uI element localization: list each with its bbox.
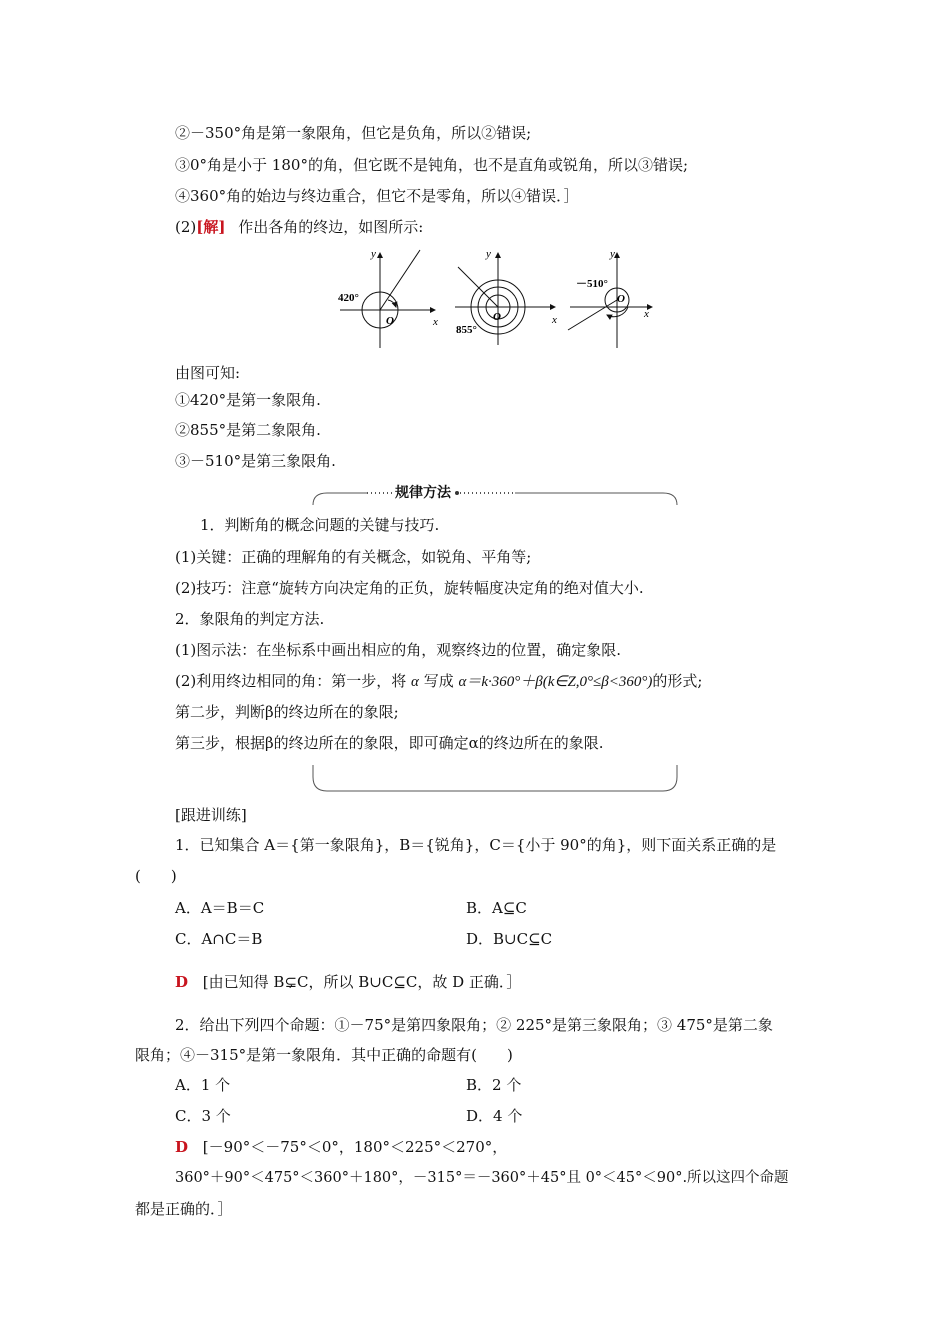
text-line: ②855°是第二象限角.	[175, 421, 321, 439]
question-stem: 1．已知集合 A＝{第一象限角}，B＝{锐角}，C＝{小于 90°的角}，则下面关系正确的是	[175, 836, 777, 854]
answer-explanation: 360°＋90°＜475°＜360°＋180°，－315°＝－360°＋45°且 0°＜45°＜90°.所以这四个命题	[175, 1170, 789, 1186]
text-line: 2．象限角的判定方法.	[175, 610, 325, 628]
part-label: (2)	[175, 218, 197, 236]
option-b: B．2 个	[466, 1076, 522, 1094]
answer-line	[175, 972, 521, 992]
text-line: 第三步，根据β的终边所在的象限，即可确定α的终边所在的象限.	[175, 734, 604, 752]
math-fragment: α＝k·360°＋β(k∈Z,0°≤β<360°)	[458, 674, 653, 690]
section-heading: [跟进训练]	[175, 806, 247, 824]
origin-label: O	[617, 293, 625, 305]
answer-explanation: [由已知得 B⊊C，所以 B∪C⊆C，故 D 正确．］	[202, 973, 522, 991]
answer-paren: ( )	[135, 867, 177, 885]
option-d: D．4 个	[466, 1107, 523, 1125]
angle-label-855: 855°	[456, 324, 477, 336]
angle-label-420: 420°	[338, 292, 359, 304]
question-stem: 2．给出下列四个命题：①－75°是第四象限角；② 225°是第三象限角；③ 475°是第二象	[175, 1016, 773, 1034]
answer-explanation: 都是正确的．］	[135, 1200, 233, 1218]
text-line: (1)图示法：在坐标系中画出相应的角，观察终边的位置，确定象限.	[175, 641, 622, 659]
text-line: ③－510°是第三象限角.	[175, 452, 336, 470]
origin-label: O	[493, 311, 501, 323]
answer-line	[175, 1137, 507, 1157]
x-axis-label: x	[644, 308, 649, 320]
diagram-minus-510	[568, 253, 652, 348]
solution-tag: [解]	[196, 218, 226, 236]
text-line: 由图可知:	[175, 364, 241, 382]
text-line: (2)技巧：注意“旋转方向决定角的正负，旋转幅度决定角的绝对值大小.	[175, 579, 644, 597]
angle-figure	[330, 245, 660, 355]
text-fragment: (2)利用终边相同的角：第一步，将	[175, 672, 407, 690]
text-line: ②－350°角是第一象限角，但它是负角，所以②错误;	[175, 124, 532, 142]
option-b: B．A⊆C	[466, 899, 527, 917]
option-d: D．B∪C⊆C	[466, 930, 553, 948]
y-axis-label: y	[610, 248, 615, 260]
method-box-title: 规律方法	[395, 485, 451, 501]
option-c: C．A∩C＝B	[175, 930, 263, 948]
answer-letter: D	[175, 1138, 189, 1156]
math-fragment: α	[411, 674, 419, 690]
text-fragment: 的形式;	[652, 672, 703, 690]
origin-label: O	[386, 315, 394, 327]
text-line: 1．判断角的概念问题的关键与技巧.	[200, 516, 440, 534]
y-axis-label: y	[371, 248, 376, 260]
text-line: ④360°角的始边与终边重合，但它不是零角，所以④错误．］	[175, 187, 579, 205]
option-c: C．3 个	[175, 1107, 231, 1125]
question-stem: 限角；④－315°是第一象限角．其中正确的命题有( )	[135, 1046, 513, 1064]
x-axis-label: x	[552, 314, 557, 326]
option-a: A．1 个	[175, 1076, 231, 1094]
solution-text: 作出各角的终边，如图所示:	[238, 218, 424, 236]
answer-letter: D	[175, 973, 189, 991]
text-line: ①420°是第一象限角.	[175, 391, 321, 409]
text-line	[175, 671, 702, 692]
text-line: ③0°角是小于 180°的角，但它既不是钝角，也不是直角或锐角，所以③错误;	[175, 156, 688, 174]
text-line: (1)关键：正确的理解角的有关概念，如锐角、平角等;	[175, 548, 532, 566]
x-axis-label: x	[433, 316, 438, 328]
angle-label-minus-510: －510°	[576, 278, 608, 290]
text-line: 第二步，判断β的终边所在的象限;	[175, 703, 399, 721]
option-a: A．A＝B＝C	[175, 899, 265, 917]
answer-explanation: [－90°＜－75°＜0°，180°＜225°＜270°，	[202, 1138, 508, 1156]
y-axis-label: y	[486, 248, 491, 260]
solution-line	[175, 217, 423, 237]
text-fragment: 写成	[423, 672, 454, 690]
